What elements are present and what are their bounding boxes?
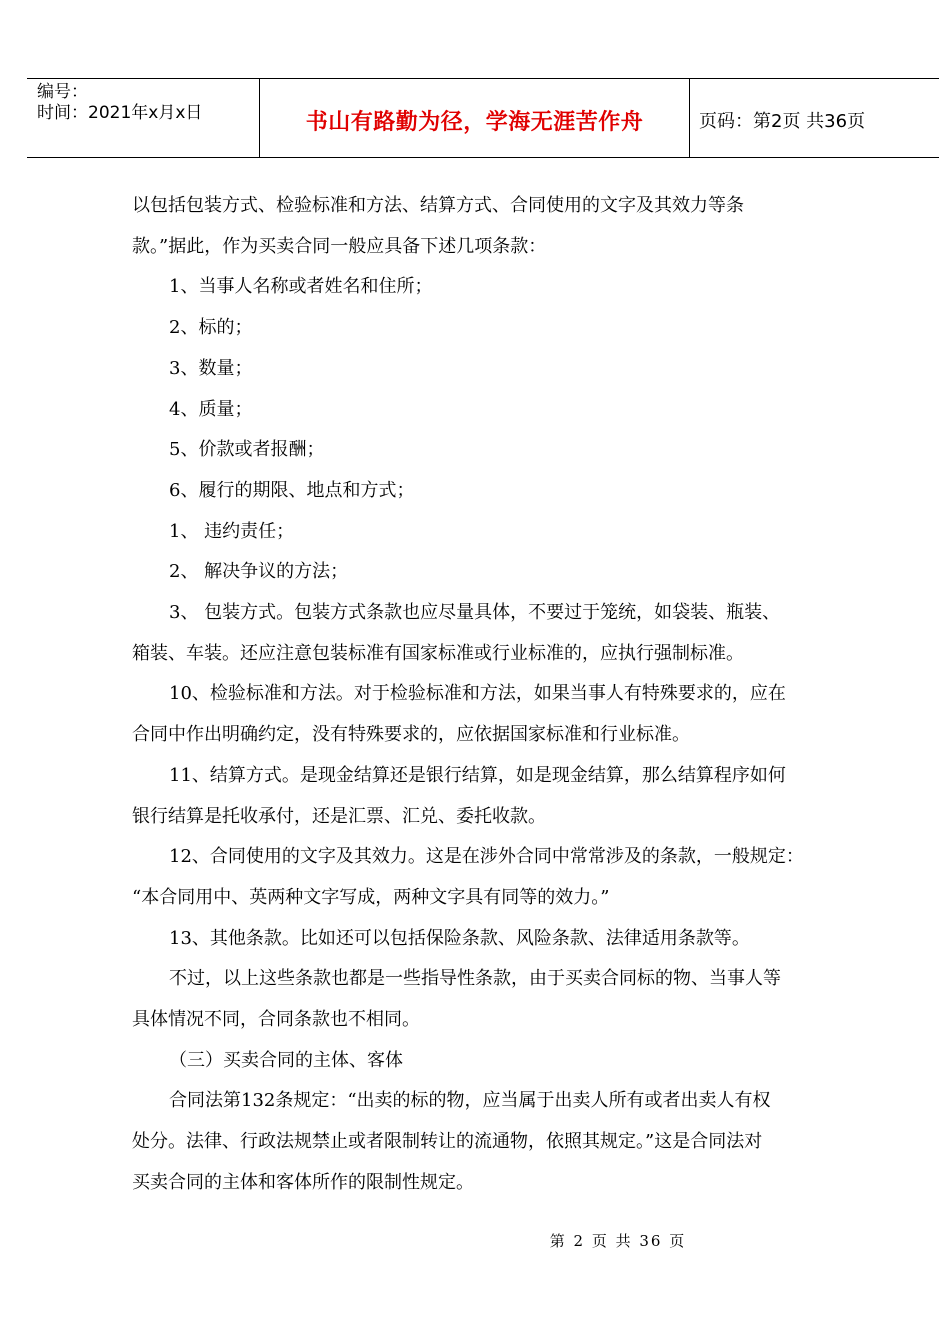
list-item: 6、履行的期限、地点和方式； [169, 479, 415, 501]
list-item: 1、当事人名称或者姓名和住所； [169, 276, 433, 298]
header-motto: 书山有路勤为径，学海无涯苦作舟 [305, 110, 644, 135]
section-heading: （三）买卖合同的主体、客体 [169, 1049, 403, 1071]
document-body [132, 186, 844, 1204]
header-page-info: 页码：第2页 共36页 [699, 111, 866, 132]
page-footer: 第 2 页 共 36 页 [549, 1232, 687, 1250]
body-line: 不过，以上这些条款也都是一些指导性条款，由于买卖合同标的物、当事人等 [169, 968, 781, 990]
body-line: 合同中作出明确约定，没有特殊要求的，应依据国家标准和行业标准。 [132, 724, 690, 746]
body-line: 3、 包装方式。包装方式条款也应尽量具体，不要过于笼统，如袋装、瓶装、 [169, 602, 781, 624]
list-item: 2、标的； [169, 317, 253, 339]
body-line: 具体情况不同，合同条款也不相同。 [132, 1009, 420, 1031]
body-line: 银行结算是托收承付，还是汇票、汇兑、委托收款。 [132, 805, 546, 827]
body-line: 11、结算方式。是现金结算还是银行结算，如是现金结算，那么结算程序如何 [169, 764, 786, 786]
body-line: 买卖合同的主体和客体所作的限制性规定。 [132, 1171, 474, 1193]
body-line: 13、其他条款。比如还可以包括保险条款、风险条款、法律适用条款等。 [169, 927, 750, 949]
body-line: 处分。法律、行政法规禁止或者限制转让的流通物，依照其规定。”这是合同法对 [132, 1131, 763, 1153]
body-line: 合同法第132条规定：“出卖的标的物，应当属于出卖人所有或者出卖人有权 [169, 1090, 771, 1112]
body-line: 款。”据此，作为买卖合同一般应具备下述几项条款： [132, 235, 547, 257]
list-item: 2、 解决争议的方法； [169, 561, 349, 583]
body-line: 箱装、车装。还应注意包装标准有国家标准或行业标准的，应执行强制标准。 [132, 642, 744, 664]
list-item: 1、 违约责任； [169, 520, 295, 542]
document-time: 时间：2021年x月x日 [37, 103, 203, 123]
list-item: 4、质量； [169, 398, 253, 420]
body-line: 10、检验标准和方法。对于检验标准和方法，如果当事人有特殊要求的，应在 [169, 683, 786, 705]
header-divider [689, 79, 690, 157]
list-item: 5、价款或者报酬； [169, 439, 325, 461]
header-table [27, 78, 939, 158]
list-item: 3、数量； [169, 357, 253, 379]
body-line: 12、合同使用的文字及其效力。这是在涉外合同中常常涉及的条款，一般规定： [169, 846, 804, 868]
body-line: “本合同用中、英两种文字写成，两种文字具有同等的效力。” [132, 886, 610, 908]
header-meta [37, 82, 202, 124]
document-number-label: 编号： [37, 82, 88, 102]
body-line: 以包括包装方式、检验标准和方法、结算方式、合同使用的文字及其效力等条 [132, 195, 744, 216]
